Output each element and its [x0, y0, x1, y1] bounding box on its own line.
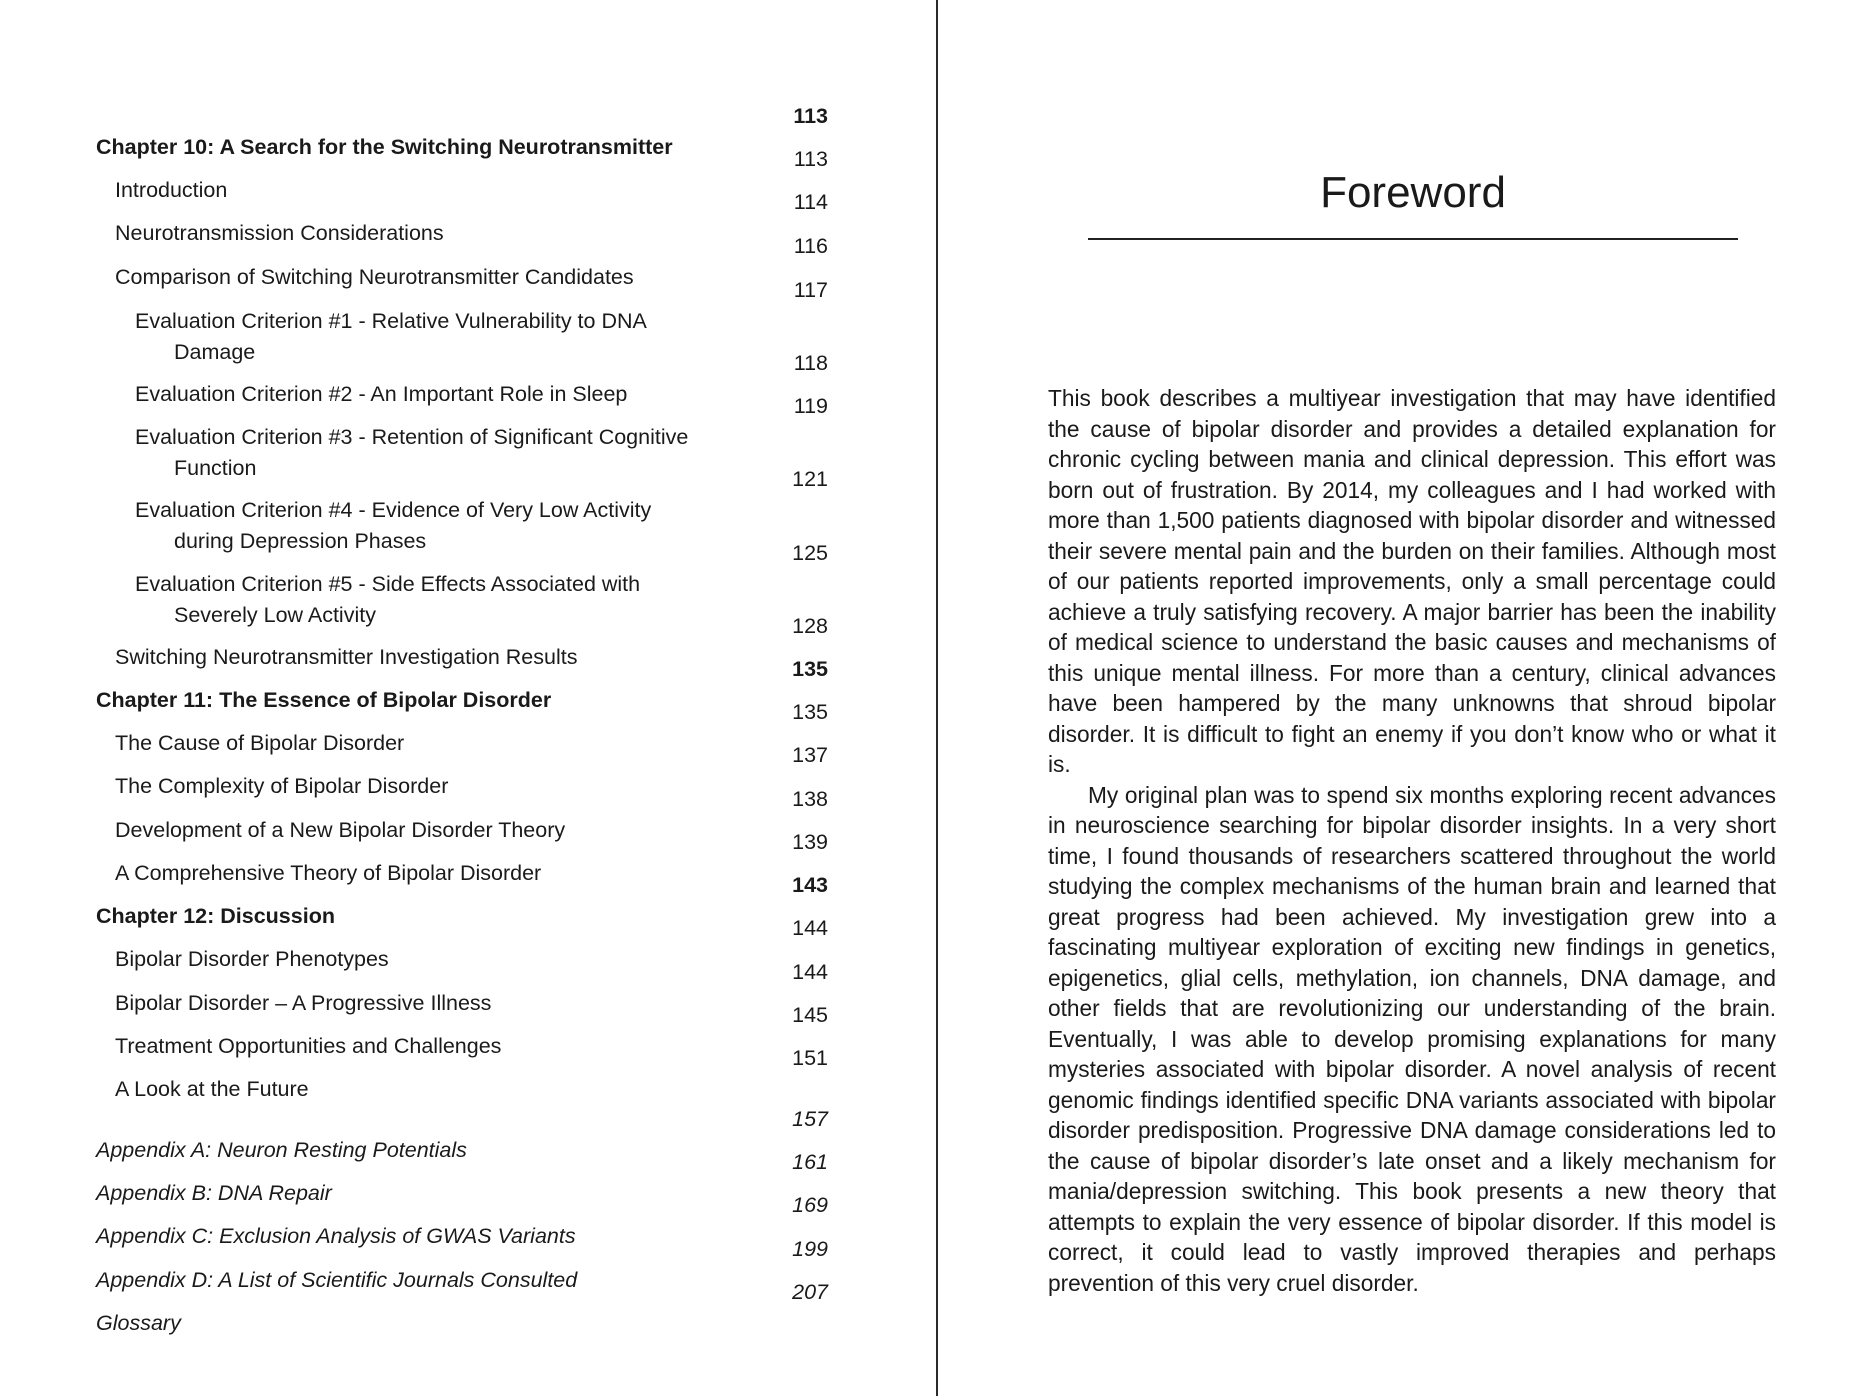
toc-entry-title-line: Treatment Opportunities and Challenges	[115, 1034, 502, 1058]
toc-entry-title-line: The Cause of Bipolar Disorder	[115, 731, 405, 755]
toc-entry-page-number: 113	[793, 104, 828, 128]
toc-entry-title	[96, 1308, 181, 1339]
toc-entry-title	[96, 1265, 577, 1296]
toc-entry-title-line: Appendix C: Exclusion Analysis of GWAS Variants	[96, 1224, 576, 1248]
toc-entry-title-continuation: Function	[174, 456, 257, 480]
toc-entry-title	[135, 495, 651, 557]
toc-entry-title-line: Evaluation Criterion #4 - Evidence of Very Low Activity	[135, 498, 652, 522]
toc-entry-title-line: Evaluation Criterion #3 - Retention of Significant Cognitive	[135, 425, 689, 449]
toc-entry-title	[96, 1135, 467, 1166]
toc-entry-title	[115, 218, 444, 249]
foreword-title: Foreword	[1320, 168, 1506, 217]
toc-entry-title-line: Switching Neurotransmitter Investigation Results	[115, 645, 578, 669]
toc-entry-title-line: Chapter 12: Discussion	[96, 904, 335, 928]
toc-entry-title	[135, 422, 688, 484]
toc-entry-title-continuation: Damage	[174, 340, 256, 364]
toc-entry-title-line: Chapter 10: A Search for the Switching Neurotransmitter	[96, 135, 673, 159]
toc-entry-title	[115, 858, 541, 889]
toc-entry-title	[96, 685, 551, 716]
toc-entry-title	[96, 901, 335, 932]
toc-entry-title	[115, 1074, 309, 1105]
toc-entry-title	[115, 175, 227, 206]
toc-entry-page-number: 144	[792, 916, 828, 940]
toc-entry-page-number: 199	[792, 1237, 828, 1261]
toc-entry-title	[135, 379, 627, 410]
toc-entry-page-number: 114	[793, 190, 828, 214]
toc-entry-title	[115, 262, 634, 293]
toc-entry-page-number: 118	[793, 351, 828, 375]
toc-entry-page-number: 143	[792, 873, 828, 897]
toc-entry-title	[135, 569, 640, 631]
toc-entry-page-number: 157	[792, 1107, 828, 1131]
toc-entry-title-line: Bipolar Disorder Phenotypes	[115, 947, 389, 971]
toc-entry-title-line: Bipolar Disorder – A Progressive Illness	[115, 991, 492, 1015]
foreword-paragraph: This book describes a multiyear investigation that may have identified the cause of bipolar disorder and provides a detailed explanation for chronic cycling between mania and clinical depression. This effort was born out of frustration. By 2014, my colleagues and I had worked with more than 1,500 patients diagnosed with bipolar disorder and witnessed their severe mental pain and the burden on their families. Although most of our patients reported improvements, only a small percentage could achieve a truly satisfying recovery. A major barrier has been the inability of medical science to understand the basic causes and mechanisms of this unique mental illness. For more than a century, clinical advances have been hampered by the many unknowns that shroud bipolar disorder. It is difficult to fight an enemy if you don’t know who or what it is.	[1048, 385, 1776, 777]
toc-entry-page-number: 117	[793, 278, 828, 302]
toc-entry-page-number: 128	[792, 614, 828, 638]
toc-entry-title-line: Appendix B: DNA Repair	[96, 1181, 332, 1205]
foreword-paragraph: My original plan was to spend six months exploring recent advances in neuroscience searching for bipolar disorder insights. In a very short time, I found thousands of researchers scattered throughout the world studying the complex mechanisms of the human brain and learned that great progress had been achieved. My investigation grew into a fascinating multiyear exploration of exciting new findings in genetics, epigenetics, glial cells, methylation, ion channels, DNA damage, and other fields that are revolutionizing our understanding of the brain. Eventually, I was able to develop promising explanations for many mysteries associated with bipolar disorder. A novel analysis of recent genomic findings identified specific DNA variants associated with bipolar disorder predisposition. Progressive DNA damage considerations led to the cause of bipolar disorder’s late onset and a likely mechanism for mania/depression switching. This book presents a new theory that attempts to explain the very essence of bipolar disorder. If this model is correct, it could lead to vastly improved therapies and perhaps prevention of this very cruel disorder.	[1048, 781, 1776, 1296]
toc-entry-title	[115, 728, 404, 759]
toc-entry-page-number: 207	[792, 1280, 828, 1304]
toc-entry-page-number: 135	[792, 657, 828, 681]
toc-entry-page-number: 121	[792, 467, 828, 491]
toc-entry-page-number: 151	[792, 1046, 828, 1070]
toc-entry-title-line: Evaluation Criterion #1 - Relative Vulnerability to DNA	[135, 309, 647, 333]
toc-entry-title	[115, 1031, 501, 1062]
toc-entry-title	[115, 815, 565, 846]
toc-entry-title-line: The Complexity of Bipolar Disorder	[115, 774, 449, 798]
toc-entry-title-line: A Comprehensive Theory of Bipolar Disorder	[115, 861, 542, 885]
foreword-body	[1048, 383, 1776, 1298]
toc-entry-page-number: 137	[792, 743, 828, 767]
toc-entry-title-line: Glossary	[96, 1311, 181, 1335]
toc-entry-title-line: Neurotransmission Considerations	[115, 221, 444, 245]
toc-entry-page-number: 145	[792, 1003, 828, 1027]
toc-entry-title	[115, 771, 448, 802]
toc-entry-title-continuation: during Depression Phases	[174, 529, 427, 553]
toc-entry-page-number: 125	[792, 541, 828, 565]
toc-entry-page-number: 138	[792, 787, 828, 811]
title-underline-rule	[1088, 238, 1738, 240]
toc-entry-title-line: Evaluation Criterion #5 - Side Effects Associated with	[135, 572, 641, 596]
toc-entry-title-line: Appendix A: Neuron Resting Potentials	[96, 1138, 467, 1162]
toc-entry-page-number: 161	[792, 1150, 828, 1174]
toc-entry-title	[96, 132, 673, 163]
toc-entry-title-line: Appendix D: A List of Scientific Journals Consulted	[96, 1268, 578, 1292]
toc-entry-title	[96, 1221, 576, 1252]
toc-entry-page-number: 144	[792, 960, 828, 984]
toc-entry-title-line: Development of a New Bipolar Disorder Theory	[115, 818, 566, 842]
toc-entry-page-number: 119	[793, 394, 828, 418]
foreword-page	[938, 0, 1862, 1396]
toc-entry-title	[135, 306, 647, 368]
toc-entry-title	[115, 642, 577, 673]
toc-entry-title-line: A Look at the Future	[115, 1077, 309, 1101]
toc-entry-title	[115, 944, 389, 975]
toc-entry-page-number: 116	[793, 234, 828, 258]
toc-entry-page-number: 135	[792, 700, 828, 724]
toc-entry-title-line: Introduction	[115, 178, 228, 202]
toc-entry-page-number: 113	[793, 147, 828, 171]
toc-entry-title-line: Comparison of Switching Neurotransmitter Candidates	[115, 265, 634, 289]
toc-entry-title	[96, 1178, 332, 1209]
toc-entry-page-number: 139	[792, 830, 828, 854]
toc-entry-title-continuation: Severely Low Activity	[174, 603, 376, 627]
toc-entry-page-number: 169	[792, 1193, 828, 1217]
toc-entry-title-line: Evaluation Criterion #2 - An Important Role in Sleep	[135, 382, 628, 406]
toc-entry-title-line: Chapter 11: The Essence of Bipolar Disorder	[96, 688, 552, 712]
toc-entry-title	[115, 988, 491, 1019]
